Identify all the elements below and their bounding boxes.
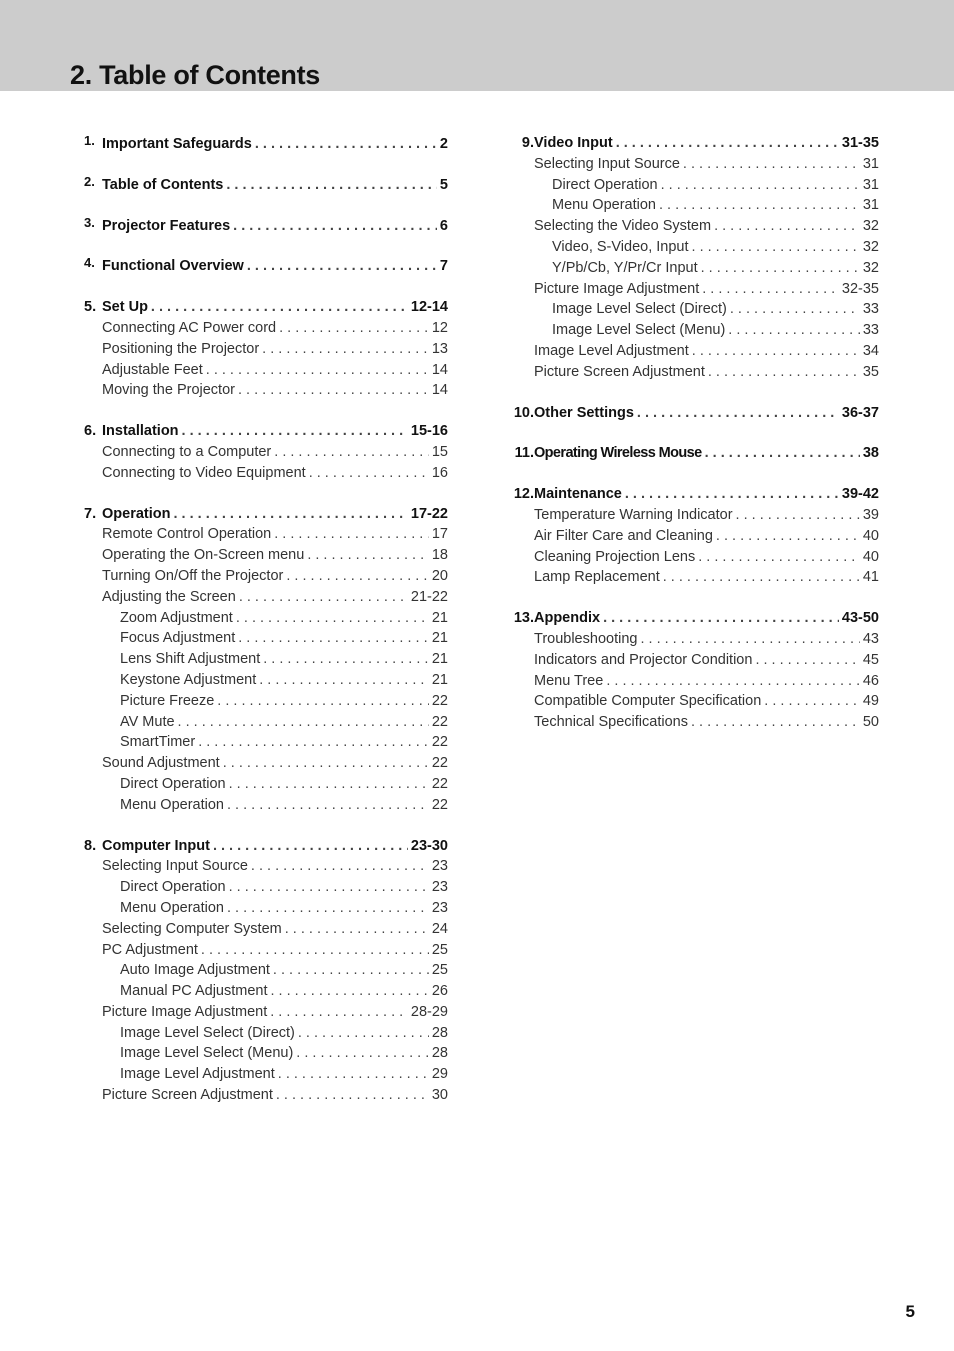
toc-entry-label: Connecting to Video Equipment [102, 464, 306, 481]
toc-dot-leader [229, 774, 429, 795]
toc-section-entry[interactable] [84, 421, 448, 442]
toc-page-reference: 40 [862, 527, 879, 544]
toc-page-reference: 21-22 [410, 588, 448, 605]
toc-subsection-entry[interactable] [84, 960, 448, 981]
toc-dot-leader [705, 443, 860, 464]
toc-subsection-entry[interactable] [506, 154, 879, 175]
toc-subsection-entry[interactable] [84, 649, 448, 670]
toc-entry-label: Y/Pb/Cb, Y/Pr/Cr Input [552, 259, 698, 276]
toc-entry-label: Direct Operation [120, 879, 226, 896]
toc-dot-leader [151, 297, 408, 318]
toc-entry-label: Indicators and Projector Condition [534, 651, 753, 668]
toc-subsection-entry[interactable] [84, 380, 448, 401]
toc-subsection-entry[interactable] [84, 360, 448, 381]
toc-page-reference: 23-30 [410, 837, 448, 854]
toc-page-reference: 28 [431, 1024, 448, 1041]
toc-dot-leader [716, 526, 860, 547]
toc-entry-label: Lens Shift Adjustment [120, 651, 261, 668]
toc-dot-leader [701, 258, 860, 279]
toc-subsection-entry[interactable] [84, 774, 448, 795]
toc-subsection-entry[interactable] [506, 650, 879, 671]
toc-entry-label: Installation [102, 423, 179, 440]
toc-dot-leader [691, 712, 860, 733]
toc-subsection-entry[interactable] [506, 567, 879, 588]
toc-page-reference: 15 [431, 443, 448, 460]
page-number: 5 [905, 1302, 915, 1321]
toc-entry-label: Functional Overview [102, 258, 244, 275]
toc-dot-leader [279, 318, 429, 339]
toc-dot-leader [213, 836, 408, 857]
toc-right-column [506, 133, 879, 733]
toc-page-reference: 23 [431, 899, 448, 916]
toc-entry-label: Projector Features [102, 217, 231, 234]
toc-subsection-entry[interactable] [84, 795, 448, 816]
toc-dot-leader [603, 608, 839, 629]
toc-page-reference: 33 [862, 301, 879, 318]
toc-page-reference: 26 [431, 983, 448, 1000]
toc-section-entry[interactable] [506, 484, 879, 505]
toc-section-number: 2. [84, 173, 95, 189]
toc-page-reference: 2 [439, 136, 448, 152]
toc-dot-leader [698, 547, 860, 568]
toc-page-reference: 34 [862, 342, 879, 359]
toc-entry-label: Table of Contents [102, 176, 224, 193]
toc-dot-leader [730, 299, 860, 320]
toc-page-reference: 22 [431, 713, 448, 730]
toc-subsection-entry[interactable] [84, 628, 448, 649]
toc-entry-label: Manual PC Adjustment [120, 983, 268, 1000]
toc-entry-label: Picture Image Adjustment [534, 280, 700, 297]
toc-page-reference: 32 [862, 218, 879, 235]
toc-page-reference: 6 [439, 217, 448, 234]
toc-entry-label: SmartTimer [120, 734, 196, 751]
toc-subsection-entry[interactable] [506, 547, 879, 568]
toc-entry-label: Auto Image Adjustment [120, 962, 270, 979]
toc-page-reference: 31-35 [841, 135, 879, 151]
toc-page-reference: 22 [431, 775, 448, 792]
toc-page-reference: 31 [862, 176, 879, 193]
toc-entry-label: Operating Wireless Mouse [534, 445, 702, 462]
toc-page-reference: 23 [431, 879, 448, 896]
toc-subsection-entry[interactable] [84, 753, 448, 774]
toc-section-number: 3. [84, 214, 95, 230]
toc-entry-label: Temperature Warning Indicator [534, 506, 733, 523]
toc-dot-leader [661, 175, 860, 196]
toc-subsection-entry[interactable] [84, 524, 448, 545]
toc-page-reference: 43-50 [841, 610, 879, 627]
toc-page-reference: 20 [431, 567, 448, 584]
toc-entry-label: Turning On/Off the Projector [102, 567, 284, 584]
toc-dot-leader [251, 856, 429, 877]
toc-page-reference: 14 [431, 361, 448, 378]
toc-dot-leader [296, 1043, 429, 1064]
toc-page-reference: 21 [431, 651, 448, 668]
toc-entry-label: Selecting Input Source [102, 858, 248, 875]
toc-dot-leader [173, 504, 407, 525]
toc-section-entry[interactable] [84, 175, 448, 196]
toc-page-reference: 39-42 [841, 486, 879, 503]
toc-dot-leader [262, 339, 429, 360]
toc-subsection-entry[interactable] [506, 629, 879, 650]
toc-section-entry[interactable] [84, 836, 448, 857]
toc-subsection-entry[interactable] [506, 712, 879, 733]
toc-entry-label: Zoom Adjustment [120, 609, 233, 626]
toc-entry-label: Image Level Select (Direct) [120, 1024, 295, 1041]
toc-section-entry[interactable] [84, 504, 448, 525]
toc-subsection-entry[interactable] [84, 919, 448, 940]
toc-section-number: 8. [84, 837, 97, 854]
toc-entry-label: Video, S-Video, Input [552, 238, 689, 255]
toc-dot-leader [276, 1085, 429, 1106]
toc-dot-leader [278, 1064, 429, 1085]
toc-dot-leader [270, 1002, 408, 1023]
toc-page-reference: 43 [862, 630, 879, 647]
toc-subsection-entry[interactable] [506, 505, 879, 526]
toc-dot-leader [683, 154, 860, 175]
toc-subsection-entry[interactable] [84, 1085, 448, 1106]
toc-entry-label: Connecting AC Power cord [102, 319, 277, 336]
toc-subsection-entry[interactable] [506, 362, 879, 383]
toc-section-number: 12. [513, 486, 534, 503]
toc-subsection-entry[interactable] [84, 940, 448, 961]
toc-section-number: 4. [84, 255, 95, 271]
toc-page-reference: 28-29 [410, 1003, 448, 1020]
toc-page-reference: 33 [862, 322, 879, 339]
toc-subsection-entry[interactable] [84, 1043, 448, 1064]
toc-page-reference: 16 [431, 464, 448, 481]
toc-section-entry[interactable] [84, 216, 448, 237]
toc-entry-label: Image Level Adjustment [120, 1066, 275, 1083]
toc-section-number: 6. [84, 423, 97, 440]
toc-dot-leader [659, 195, 860, 216]
toc-subsection-entry[interactable] [506, 341, 879, 362]
toc-entry-label: Connecting to a Computer [102, 443, 272, 460]
toc-subsection-entry[interactable] [84, 1064, 448, 1085]
toc-subsection-entry[interactable] [84, 608, 448, 629]
toc-dot-leader [217, 691, 429, 712]
toc-subsection-entry[interactable] [84, 463, 448, 484]
toc-page-reference: 21 [431, 671, 448, 688]
toc-entry-label: Keystone Adjustment [120, 671, 257, 688]
toc-subsection-entry[interactable] [84, 981, 448, 1002]
toc-entry-label: Other Settings [534, 404, 634, 421]
toc-dot-leader [223, 753, 429, 774]
toc-subsection-entry[interactable] [84, 566, 448, 587]
toc-entry-label: Compatible Computer Specification [534, 693, 762, 710]
toc-subsection-entry[interactable] [84, 318, 448, 339]
toc-subsection-entry[interactable] [84, 732, 448, 753]
toc-subsection-entry[interactable] [506, 299, 879, 320]
toc-entry-label: Menu Operation [120, 796, 224, 813]
toc-page-reference: 30 [431, 1087, 448, 1104]
page-title: 2. Table of Contents [70, 60, 321, 90]
toc-entry-label: Operation [102, 505, 171, 522]
toc-entry-label: Lamp Replacement [534, 569, 660, 586]
toc-page-reference: 5 [439, 176, 448, 193]
toc-entry-label: Picture Freeze [120, 692, 215, 709]
toc-entry-label: Menu Tree [534, 672, 604, 689]
toc-dot-leader [692, 237, 860, 258]
toc-dot-leader [201, 940, 429, 961]
toc-entry-label: Video Input [534, 135, 613, 151]
toc-left-column [84, 134, 448, 1106]
toc-subsection-entry[interactable] [84, 1023, 448, 1044]
toc-subsection-entry[interactable] [84, 898, 448, 919]
toc-page-reference: 23 [431, 858, 448, 875]
toc-dot-leader [198, 732, 429, 753]
toc-dot-leader [755, 650, 859, 671]
toc-entry-label: Adjusting the Screen [102, 588, 236, 605]
toc-page-reference: 17-22 [410, 505, 448, 522]
toc-page-reference: 15-16 [410, 423, 448, 440]
toc-page-reference: 28 [431, 1045, 448, 1062]
toc-page-reference: 29 [431, 1066, 448, 1083]
toc-page-reference: 35 [862, 363, 879, 380]
toc-page-reference: 14 [431, 382, 448, 399]
toc-dot-leader [285, 919, 429, 940]
toc-entry-label: Picture Screen Adjustment [534, 363, 705, 380]
toc-entry-label: Menu Operation [120, 899, 224, 916]
toc-entry-label: Positioning the Projector [102, 340, 260, 357]
toc-page-reference: 25 [431, 941, 448, 958]
toc-subsection-entry[interactable] [84, 670, 448, 691]
toc-entry-label: AV Mute [120, 713, 175, 730]
toc-dot-leader [708, 362, 860, 383]
toc-page-reference: 22 [431, 692, 448, 709]
toc-dot-leader [206, 360, 429, 381]
toc-subsection-entry[interactable] [506, 237, 879, 258]
toc-section-number: 5. [84, 299, 97, 316]
toc-entry-label: Cleaning Projection Lens [534, 548, 696, 565]
toc-page-reference: 22 [431, 796, 448, 813]
toc-entry-label: Image Level Adjustment [534, 342, 689, 359]
toc-page-reference: 12 [431, 319, 448, 336]
toc-page-reference: 40 [862, 548, 879, 565]
toc-dot-leader [226, 175, 437, 196]
toc-page-reference: 38 [862, 445, 879, 462]
toc-subsection-entry[interactable] [84, 691, 448, 712]
toc-subsection-entry[interactable] [506, 279, 879, 300]
toc-entry-label: Set Up [102, 299, 148, 316]
toc-section-entry[interactable] [506, 403, 879, 424]
toc-section-number: 9. [521, 135, 534, 151]
toc-dot-leader [309, 463, 429, 484]
toc-entry-label: Appendix [534, 610, 601, 627]
toc-entry-label: Adjustable Feet [102, 361, 203, 378]
toc-page-reference: 49 [862, 693, 879, 710]
toc-section-number: 11. [514, 445, 534, 462]
toc-dot-leader [274, 524, 429, 545]
toc-entry-label: Operating the On-Screen menu [102, 547, 305, 564]
toc-subsection-entry[interactable] [84, 545, 448, 566]
toc-entry-label: Computer Input [102, 837, 210, 854]
toc-page-reference: 32 [862, 259, 879, 276]
toc-subsection-entry[interactable] [506, 526, 879, 547]
toc-dot-leader [702, 279, 839, 300]
toc-subsection-entry[interactable] [506, 175, 879, 196]
toc-page-reference: 21 [431, 609, 448, 626]
toc-page-reference: 41 [862, 569, 879, 586]
toc-entry-label: Direct Operation [120, 775, 226, 792]
toc-dot-leader [307, 545, 429, 566]
toc-page-reference: 36-37 [841, 404, 879, 421]
toc-entry-label: Selecting Input Source [534, 155, 680, 172]
toc-entry-label: Menu Operation [552, 197, 656, 214]
toc-page-reference: 39 [862, 506, 879, 523]
toc-subsection-entry[interactable] [506, 195, 879, 216]
toc-entry-label: Image Level Select (Direct) [552, 301, 727, 318]
toc-dot-leader [239, 587, 408, 608]
toc-dot-leader [286, 566, 429, 587]
toc-page-reference: 25 [431, 962, 448, 979]
toc-subsection-entry[interactable] [506, 258, 879, 279]
toc-page-reference: 45 [862, 651, 879, 668]
toc-dot-leader [229, 877, 429, 898]
toc-entry-label: Picture Image Adjustment [102, 1003, 268, 1020]
toc-dot-leader [616, 133, 839, 154]
toc-dot-leader [298, 1023, 429, 1044]
toc-section-number: 1. [84, 133, 95, 148]
toc-section-number: 7. [84, 505, 97, 522]
toc-dot-leader [255, 134, 437, 155]
toc-page-reference: 18 [431, 547, 448, 564]
toc-section-entry[interactable] [506, 133, 879, 154]
toc-entry-label: Picture Screen Adjustment [102, 1087, 273, 1104]
toc-entry-label: Air Filter Care and Cleaning [534, 527, 713, 544]
toc-dot-leader [692, 341, 860, 362]
toc-dot-leader [764, 691, 860, 712]
toc-subsection-entry[interactable] [84, 712, 448, 733]
toc-subsection-entry[interactable] [84, 442, 448, 463]
toc-page-reference: 46 [862, 672, 879, 689]
toc-page-reference: 32 [862, 238, 879, 255]
toc-dot-leader [736, 505, 860, 526]
toc-dot-leader [238, 628, 429, 649]
toc-dot-leader [227, 795, 429, 816]
toc-subsection-entry[interactable] [84, 1002, 448, 1023]
toc-entry-label: Image Level Select (Menu) [120, 1045, 294, 1062]
toc-dot-leader [263, 649, 429, 670]
toc-page-reference: 31 [862, 155, 879, 172]
toc-page-reference: 50 [862, 714, 879, 731]
toc-dot-leader [271, 981, 429, 1002]
toc-section-number: 13. [513, 610, 534, 627]
toc-dot-leader [238, 380, 429, 401]
toc-dot-leader [236, 608, 429, 629]
toc-page-reference: 17 [431, 526, 448, 543]
toc-section-entry[interactable] [84, 134, 448, 155]
toc-dot-leader [178, 712, 429, 733]
toc-subsection-entry[interactable] [84, 877, 448, 898]
toc-dot-leader [625, 484, 839, 505]
toc-dot-leader [714, 216, 860, 237]
toc-page-reference: 22 [431, 734, 448, 751]
toc-subsection-entry[interactable] [506, 320, 879, 341]
toc-subsection-entry[interactable] [506, 216, 879, 237]
toc-entry-label: Technical Specifications [534, 714, 688, 731]
toc-subsection-entry[interactable] [84, 856, 448, 877]
toc-section-number: 10. [513, 404, 534, 421]
toc-entry-label: Direct Operation [552, 176, 658, 193]
toc-subsection-entry[interactable] [84, 587, 448, 608]
toc-page-reference: 7 [439, 258, 448, 275]
toc-page-reference: 13 [431, 340, 448, 357]
toc-dot-leader [227, 898, 429, 919]
toc-dot-leader [182, 421, 408, 442]
toc-entry-label: Sound Adjustment [102, 755, 220, 772]
toc-entry-label: Maintenance [534, 486, 622, 503]
toc-page-reference: 12-14 [410, 299, 448, 316]
toc-dot-leader [233, 216, 437, 237]
toc-section-entry[interactable] [506, 608, 879, 629]
toc-subsection-entry[interactable] [506, 691, 879, 712]
toc-dot-leader [640, 629, 859, 650]
toc-entry-label: Selecting Computer System [102, 920, 282, 937]
toc-subsection-entry[interactable] [506, 671, 879, 692]
toc-entry-label: Troubleshooting [534, 630, 638, 647]
toc-dot-leader [273, 960, 429, 981]
toc-entry-label: Focus Adjustment [120, 630, 236, 647]
toc-page-reference: 22 [431, 755, 448, 772]
toc-page-reference: 31 [862, 197, 879, 214]
toc-dot-leader [606, 671, 860, 692]
toc-dot-leader [728, 320, 860, 341]
toc-dot-leader [274, 442, 429, 463]
toc-subsection-entry[interactable] [84, 339, 448, 360]
toc-entry-label: PC Adjustment [102, 941, 198, 958]
toc-dot-leader [637, 403, 839, 424]
toc-section-entry[interactable] [84, 297, 448, 318]
toc-section-entry[interactable] [84, 256, 448, 277]
toc-entry-label: Image Level Select (Menu) [552, 322, 726, 339]
toc-page-reference: 24 [431, 920, 448, 937]
toc-dot-leader [259, 670, 429, 691]
toc-section-entry[interactable] [506, 443, 879, 464]
toc-page-reference: 21 [431, 630, 448, 647]
toc-dot-leader [247, 256, 437, 277]
toc-entry-label: Important Safeguards [102, 136, 252, 152]
toc-entry-label: Moving the Projector [102, 382, 235, 399]
toc-entry-label: Remote Control Operation [102, 526, 272, 543]
toc-dot-leader [663, 567, 860, 588]
toc-entry-label: Selecting the Video System [534, 218, 712, 235]
toc-page-reference: 32-35 [841, 280, 879, 297]
